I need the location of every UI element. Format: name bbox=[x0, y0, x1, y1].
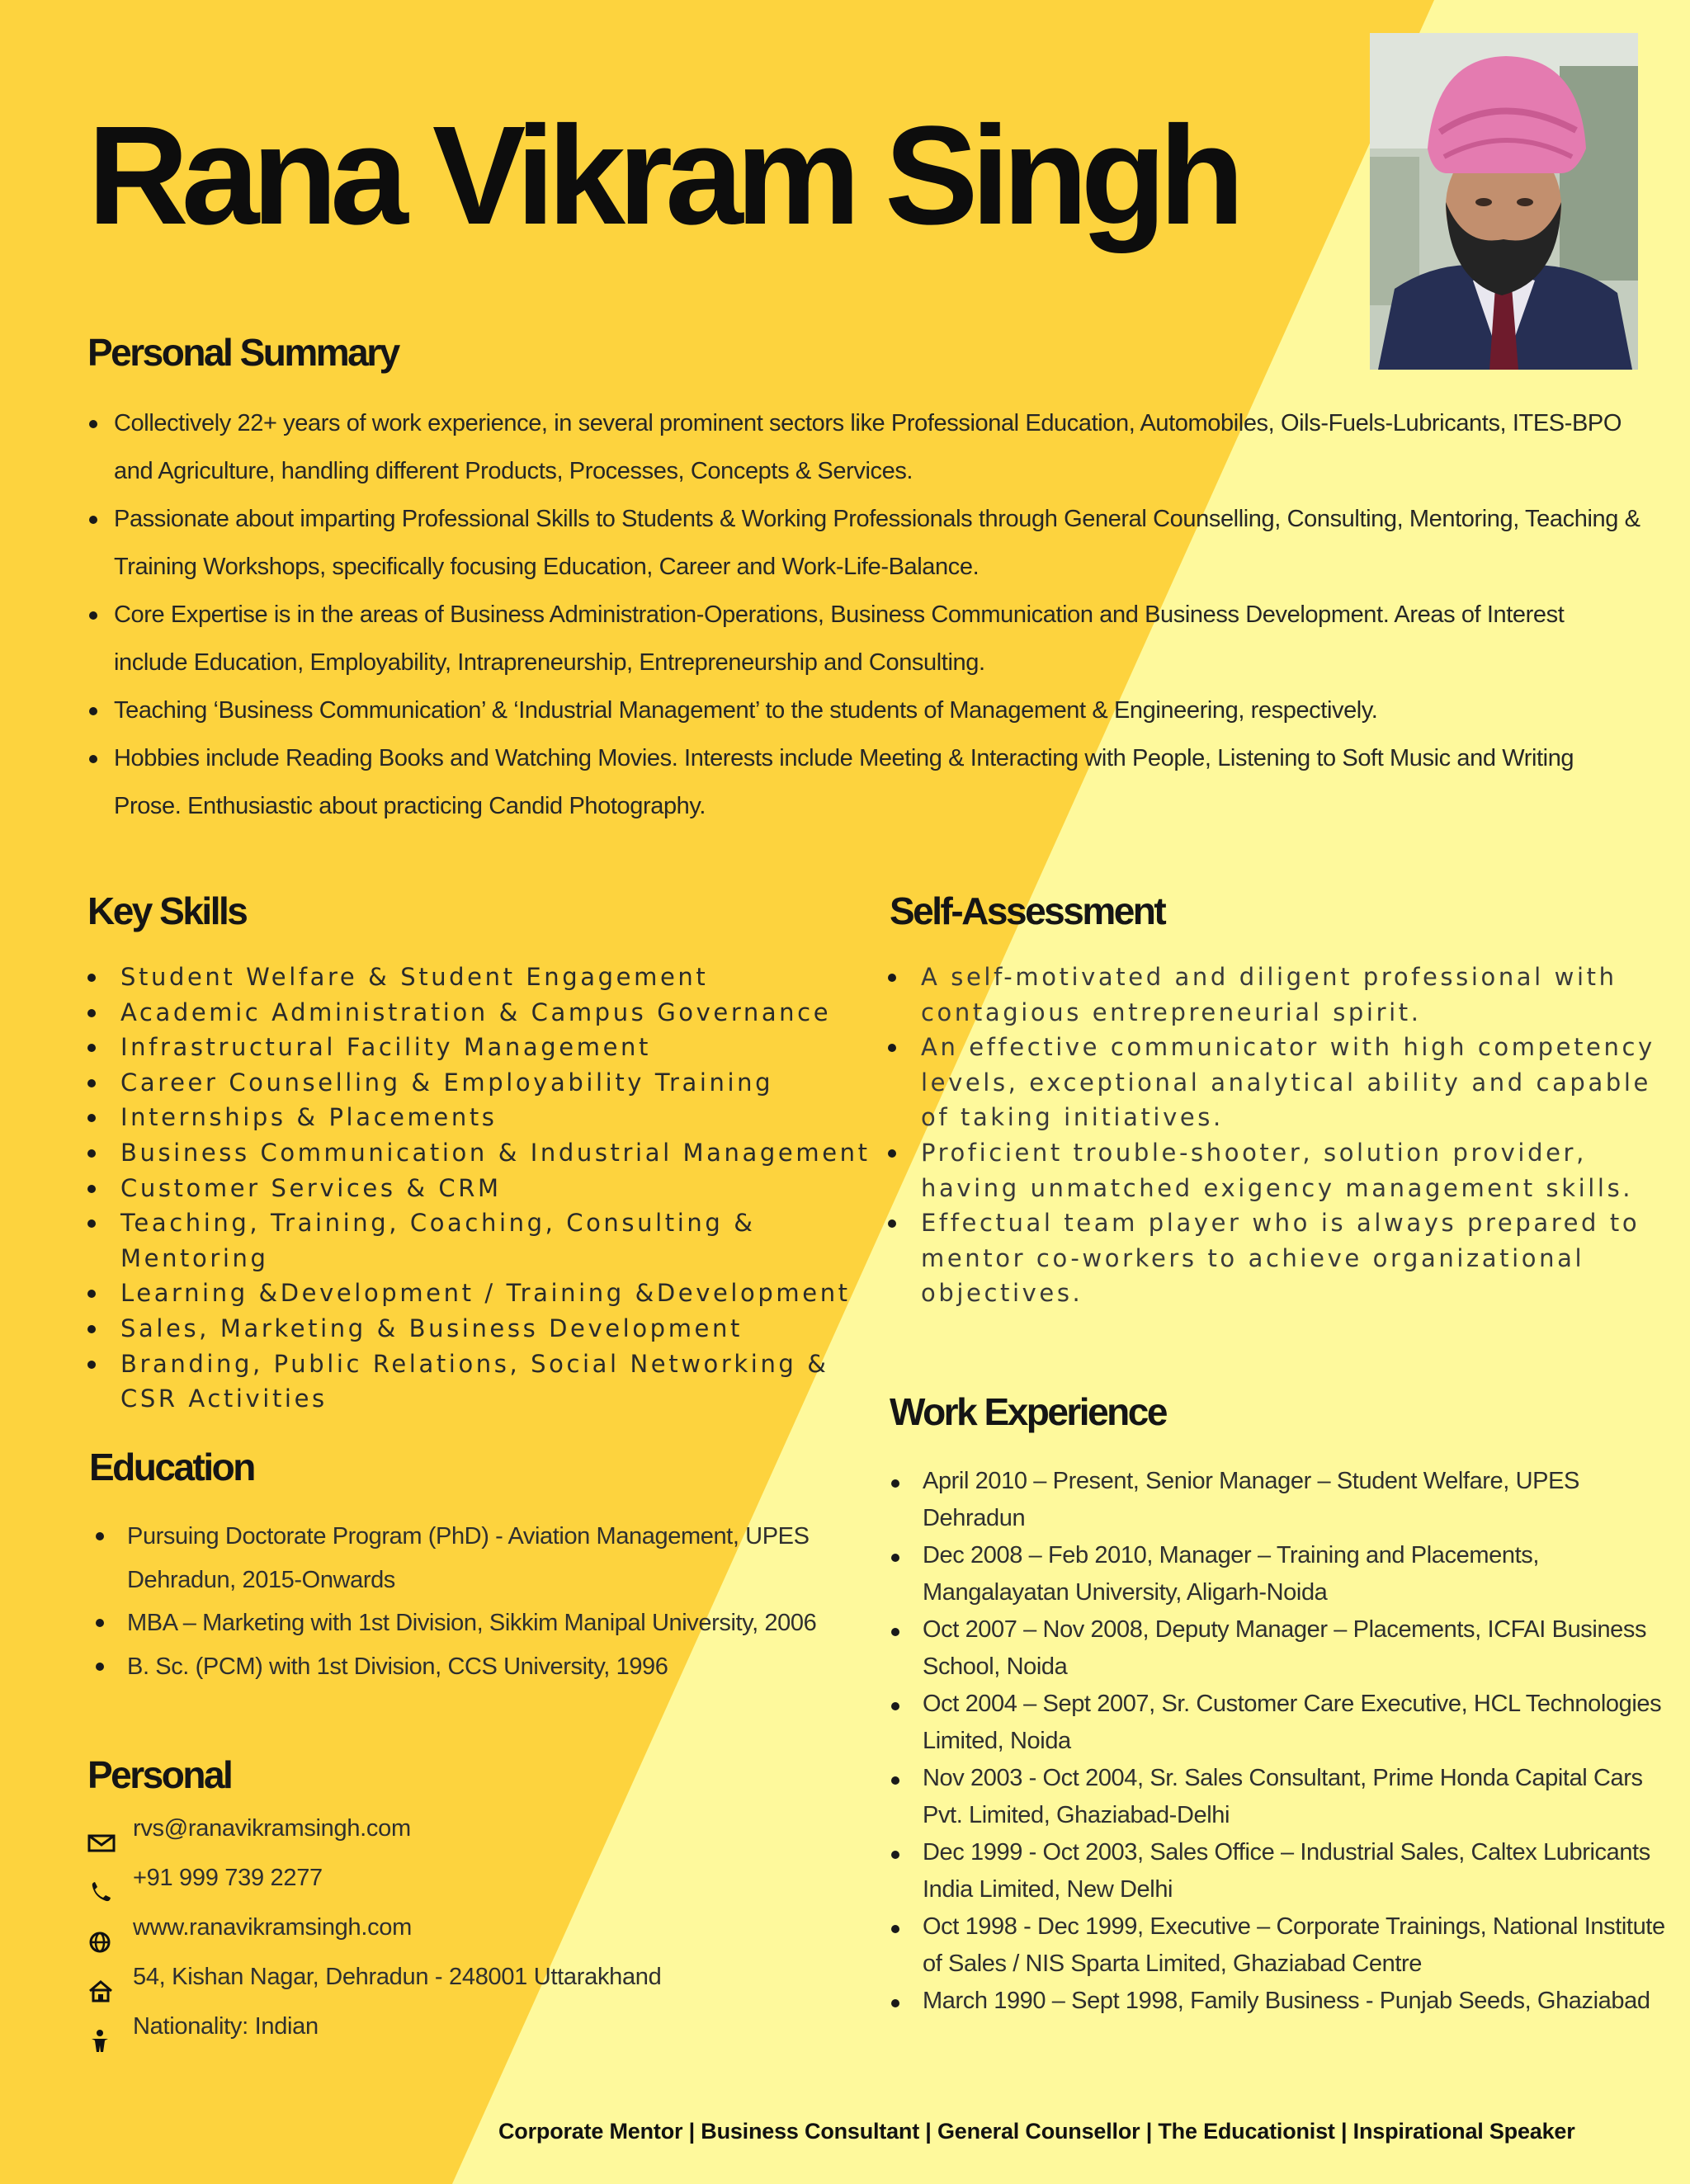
list-item: An effective communicator with high competency levels, exceptional analytical ability and capable of taking initiatives. bbox=[888, 1030, 1680, 1135]
phone-row bbox=[87, 1865, 830, 1914]
address-text: 54, Kishan Nagar, Dehradun - 248001 Uttarakhand bbox=[133, 1964, 662, 1990]
list-item: Teaching, Training, Coaching, Consulting & Mentoring bbox=[87, 1205, 880, 1276]
list-item: MBA – Marketing with 1st Division, Sikkim Manipal University, 2006 bbox=[89, 1601, 865, 1645]
list-item: Passionate about imparting Professional Skills to Students & Working Professionals through General Counselling, Consulting, Mentoring, Teaching & Training Workshops, specifically focusing Education, Career and Work-Life-Balance. bbox=[89, 495, 1640, 591]
phone-number[interactable]: +91 999 739 2277 bbox=[133, 1865, 323, 1891]
resume-name: Rana Vikram Singh bbox=[87, 97, 1238, 254]
work-experience-heading: Work Experience bbox=[890, 1390, 1166, 1433]
email-row bbox=[87, 1815, 830, 1865]
nationality-text: Nationality: Indian bbox=[133, 2013, 319, 2040]
list-item: A self-motivated and diligent professional with contagious entrepreneurial spirit. bbox=[888, 960, 1680, 1030]
work-experience-list bbox=[886, 1463, 1678, 2020]
list-item: Hobbies include Reading Books and Watching Movies. Interests include Meeting & Interacting with People, Listening to Soft Music and Writing Prose. Enthusiastic about practicing Candid Photography. bbox=[89, 734, 1640, 830]
list-item: Pursuing Doctorate Program (PhD) - Aviation Management, UPES Dehradun, 2015-Onwards bbox=[89, 1515, 865, 1601]
list-item: April 2010 – Present, Senior Manager – Student Welfare, UPES Dehradun bbox=[886, 1463, 1678, 1537]
list-item: Effectual team player who is always prepared to mentor co-workers to achieve organizational objectives. bbox=[888, 1205, 1680, 1311]
profile-photo bbox=[1370, 33, 1638, 370]
list-item: Sales, Marketing & Business Development bbox=[87, 1311, 880, 1347]
envelope-icon bbox=[87, 1830, 116, 1855]
key-skills-heading: Key Skills bbox=[87, 889, 247, 932]
list-item: Learning &Development / Training &Development bbox=[87, 1276, 880, 1311]
personal-details bbox=[87, 1815, 830, 2063]
key-skills-list bbox=[87, 960, 880, 1417]
person-icon bbox=[87, 2028, 116, 2053]
website-link[interactable]: www.ranavikramsingh.com bbox=[133, 1914, 412, 1941]
home-icon bbox=[87, 1979, 116, 2003]
list-item: Collectively 22+ years of work experience, in several prominent sectors like Professional Education, Automobiles, Oils-Fuels-Lubricants, ITES-BPO and Agriculture, handling different Products, Processes, Concepts & Services. bbox=[89, 399, 1640, 495]
self-assessment-heading: Self-Assessment bbox=[890, 889, 1165, 932]
list-item: Teaching ‘Business Communication’ & ‘Industrial Management’ to the students of Management & Engineering, respectively. bbox=[89, 686, 1640, 734]
list-item: March 1990 – Sept 1998, Family Business - Punjab Seeds, Ghaziabad bbox=[886, 1983, 1678, 2020]
personal-summary-list bbox=[89, 399, 1640, 830]
email-link[interactable]: rvs@ranavikramsingh.com bbox=[133, 1815, 411, 1842]
personal-heading: Personal bbox=[87, 1753, 232, 1796]
list-item: Dec 1999 - Oct 2003, Sales Office – Industrial Sales, Caltex Lubricants India Limited, New Delhi bbox=[886, 1834, 1678, 1908]
list-item: Core Expertise is in the areas of Business Administration-Operations, Business Communication and Business Development. Areas of Interest include Education, Employability, Intrapreneurship, Entrepreneurship and Consulting. bbox=[89, 591, 1640, 686]
list-item: Infrastructural Facility Management bbox=[87, 1030, 880, 1065]
list-item: Branding, Public Relations, Social Networking & CSR Activities bbox=[87, 1347, 830, 1417]
list-item: Student Welfare & Student Engagement bbox=[87, 960, 880, 995]
list-item: Oct 2004 – Sept 2007, Sr. Customer Care Executive, HCL Technologies Limited, Noida bbox=[886, 1686, 1678, 1760]
list-item: Nov 2003 - Oct 2004, Sr. Sales Consultant, Prime Honda Capital Cars Pvt. Limited, Ghaziabad-Delhi bbox=[886, 1760, 1678, 1834]
list-item: Proficient trouble-shooter, solution provider, having unmatched exigency management skills. bbox=[888, 1135, 1680, 1205]
list-item: Dec 2008 – Feb 2010, Manager – Training and Placements, Mangalayatan University, Aligarh-Noida bbox=[886, 1537, 1678, 1611]
list-item: B. Sc. (PCM) with 1st Division, CCS University, 1996 bbox=[89, 1645, 865, 1689]
address-row bbox=[87, 1964, 830, 2013]
phone-icon bbox=[87, 1880, 116, 1904]
nationality-row bbox=[87, 2013, 830, 2063]
education-list bbox=[89, 1515, 865, 1688]
list-item: Internships & Placements bbox=[87, 1100, 880, 1135]
list-item: Oct 2007 – Nov 2008, Deputy Manager – Placements, ICFAI Business School, Noida bbox=[886, 1611, 1678, 1686]
globe-icon bbox=[87, 1929, 116, 1954]
personal-summary-heading: Personal Summary bbox=[87, 331, 399, 374]
list-item: Customer Services & CRM bbox=[87, 1171, 880, 1206]
education-heading: Education bbox=[89, 1446, 254, 1488]
self-assessment-list bbox=[888, 960, 1680, 1311]
list-item: Oct 1998 - Dec 1999, Executive – Corporate Trainings, National Institute of Sales / NIS Sparta Limited, Ghaziabad Centre bbox=[886, 1908, 1678, 1983]
website-row bbox=[87, 1914, 830, 1964]
footer-tagline: Corporate Mentor | Business Consultant | General Counsellor | The Educationist | Inspirational Speaker bbox=[498, 2119, 1575, 2144]
list-item: Business Communication & Industrial Management bbox=[87, 1135, 880, 1171]
list-item: Academic Administration & Campus Governance bbox=[87, 995, 880, 1031]
list-item: Career Counselling & Employability Training bbox=[87, 1065, 880, 1101]
